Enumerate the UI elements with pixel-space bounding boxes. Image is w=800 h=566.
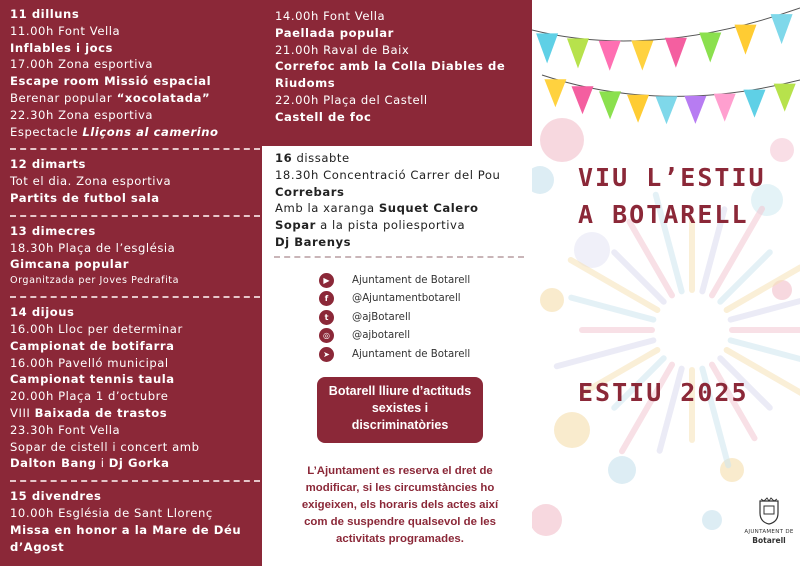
line-text: 16.00h Pavelló municipal bbox=[10, 355, 169, 370]
separator bbox=[274, 256, 524, 258]
dashed-separator bbox=[10, 480, 260, 482]
bunting-flag bbox=[599, 91, 621, 119]
bunting-string bbox=[532, 8, 800, 41]
bunting-flag bbox=[684, 96, 706, 124]
line-text: Riudoms bbox=[275, 76, 336, 91]
mid-program-top bbox=[262, 0, 532, 146]
logo-town: Botarell bbox=[752, 536, 786, 545]
line-text: 21.00h Raval de Baix bbox=[275, 42, 410, 57]
note-line: L’Ajuntament es reserva el dret de bbox=[307, 465, 493, 477]
confetti-dot bbox=[702, 510, 722, 530]
note-line: activitats programades. bbox=[336, 533, 464, 545]
bunting-flag bbox=[536, 33, 558, 63]
badge-line: sexistes i bbox=[371, 400, 429, 415]
social-handle: Ajuntament de Botarell bbox=[352, 348, 471, 360]
day-heading: 15 divendres bbox=[10, 489, 102, 504]
line-text: Tot el dia. Zona esportiva bbox=[10, 174, 172, 189]
program-line bbox=[275, 184, 500, 201]
line-text: 17.00h Zona esportiva bbox=[10, 57, 154, 72]
bunting-flag bbox=[544, 79, 566, 107]
program-line bbox=[275, 42, 520, 59]
program-line bbox=[10, 40, 252, 57]
program-line bbox=[10, 539, 252, 556]
badge-line: discriminatòries bbox=[351, 417, 449, 432]
line-text: Partits de futbol sala bbox=[10, 190, 160, 205]
social-links bbox=[319, 271, 470, 364]
program-line bbox=[10, 505, 252, 522]
program-line bbox=[275, 8, 520, 25]
line-text: Sopar bbox=[275, 218, 316, 233]
line-text: Amb la xaranga bbox=[275, 201, 379, 216]
line-text: 18.30h Plaça de l’església bbox=[10, 240, 176, 255]
program-line bbox=[10, 240, 252, 257]
bunting-flag bbox=[599, 41, 621, 71]
program-line bbox=[275, 234, 500, 251]
social-link-1[interactable] bbox=[319, 290, 470, 309]
note-line: modificar, si les circumstàncies ho bbox=[305, 482, 495, 494]
line-text: Campionat tennis taula bbox=[10, 372, 175, 387]
confetti-dot bbox=[554, 412, 590, 448]
line-highlight: Lliçons al camerino bbox=[82, 124, 219, 139]
line-text: Gimcana popular bbox=[10, 257, 129, 272]
program-line bbox=[275, 167, 500, 184]
day-heading: 12 dimarts bbox=[10, 157, 87, 172]
festive-decoration bbox=[532, 0, 800, 566]
program-line bbox=[10, 321, 252, 338]
confetti-dot bbox=[532, 504, 562, 536]
bunting-flag bbox=[567, 38, 589, 68]
confetti-dot bbox=[720, 458, 744, 482]
note-line: com de suspendre qualsevol de les bbox=[304, 516, 496, 528]
bunting-flag bbox=[665, 38, 687, 68]
line-text: Inflables i jocs bbox=[10, 40, 114, 55]
youtube-icon: ▶ bbox=[319, 273, 334, 288]
twitter-icon: t bbox=[319, 310, 334, 325]
cover-subtitle: ESTIU 2025 bbox=[578, 378, 749, 407]
mid-info-panel bbox=[262, 146, 532, 566]
bunting-flag bbox=[734, 25, 756, 55]
badge-line: Botarell lliure d’actituds bbox=[328, 384, 472, 398]
social-link-2[interactable] bbox=[319, 308, 470, 327]
line-text: 10.00h Església de Sant Llorenç bbox=[10, 505, 213, 520]
telegram-icon: ➤ bbox=[319, 347, 334, 362]
program-line bbox=[10, 388, 252, 405]
line-text: Correfoc amb la Colla Diables de bbox=[275, 59, 506, 74]
cover-title-line-2: A BOTARELL bbox=[578, 200, 749, 229]
line-text: 18.30h Concentració Carrer del Pou bbox=[275, 167, 501, 182]
line-text: 23.30h Font Vella bbox=[10, 422, 121, 437]
line-text: 22.00h Plaça del Castell bbox=[275, 92, 428, 107]
cover-title-line-1: VIU L’ESTIU bbox=[578, 163, 766, 192]
line-highlight: Baixada de trastos bbox=[34, 405, 168, 420]
day-heading: 11 dilluns bbox=[10, 7, 80, 21]
line-text: Escape room Missió espacial bbox=[10, 74, 212, 89]
social-link-0[interactable] bbox=[319, 271, 470, 290]
bunting-flag bbox=[699, 32, 721, 62]
line-text: 20.00h Plaça 1 d’octubre bbox=[10, 389, 169, 404]
bunting-flag bbox=[627, 95, 649, 123]
confetti-dot bbox=[540, 288, 564, 312]
program-line bbox=[10, 338, 252, 355]
instagram-icon: ◎ bbox=[319, 328, 334, 343]
social-link-4[interactable] bbox=[319, 345, 470, 364]
line-text: Organitzada per Joves Pedrafita bbox=[10, 275, 180, 287]
day-heading bbox=[275, 150, 500, 167]
confetti-dot bbox=[532, 166, 554, 194]
program-line bbox=[10, 371, 252, 388]
program-line bbox=[10, 455, 252, 472]
town-logo bbox=[742, 497, 796, 545]
facebook-icon: f bbox=[319, 291, 334, 306]
program-line bbox=[10, 90, 252, 107]
line-text: 22.30h Zona esportiva bbox=[10, 107, 154, 122]
program-line bbox=[275, 25, 520, 42]
left-program-column bbox=[0, 0, 262, 566]
bunting-flag bbox=[656, 96, 678, 124]
line-text: Missa en honor a la Mare de Déu bbox=[10, 522, 242, 537]
line-connector: a la pista poliesportiva bbox=[315, 218, 466, 233]
firework-ray bbox=[720, 252, 769, 301]
program-line bbox=[10, 173, 252, 190]
line-highlight: Dj Gorka bbox=[108, 456, 170, 471]
social-handle: @ajBotarell bbox=[352, 311, 411, 323]
social-handle: Ajuntament de Botarell bbox=[352, 274, 471, 286]
program-line bbox=[275, 200, 500, 217]
program-line bbox=[10, 73, 252, 90]
confetti-dot bbox=[770, 138, 794, 162]
bunting-flag bbox=[774, 84, 796, 112]
program-line bbox=[10, 405, 252, 422]
program-line bbox=[10, 439, 252, 456]
dashed-separator bbox=[10, 296, 260, 298]
program-line bbox=[10, 107, 252, 124]
dashed-separator bbox=[10, 215, 260, 217]
program-line bbox=[10, 124, 252, 141]
program-line bbox=[10, 23, 252, 40]
program-line bbox=[275, 217, 500, 234]
line-connector: i bbox=[96, 456, 109, 471]
day-name: dissabte bbox=[292, 151, 350, 165]
social-link-3[interactable] bbox=[319, 327, 470, 346]
line-text: Berenar popular bbox=[10, 90, 113, 105]
bunting-flag bbox=[744, 90, 766, 118]
note-line: exigeixen, els horaris dels actes així bbox=[301, 499, 499, 511]
program-line bbox=[10, 190, 252, 207]
logo-caption: AJUNTAMENT DE bbox=[744, 529, 794, 535]
saturday-schedule bbox=[275, 150, 500, 251]
line-text: Campionat de botifarra bbox=[10, 338, 175, 353]
dashed-separator bbox=[10, 148, 260, 150]
cover-panel bbox=[532, 0, 800, 566]
bunting-flag bbox=[572, 86, 594, 114]
line-text: Sopar de cistell i concert amb bbox=[10, 439, 200, 454]
day-number: 16 bbox=[275, 151, 293, 165]
anti-sexism-badge bbox=[317, 377, 483, 443]
program-line bbox=[275, 58, 520, 75]
program-line bbox=[10, 56, 252, 73]
line-text: Correbars bbox=[275, 184, 345, 199]
line-text: VIII bbox=[10, 405, 35, 420]
program-line bbox=[10, 256, 252, 273]
line-text: 16.00h Lloc per determinar bbox=[10, 321, 183, 336]
program-line bbox=[275, 109, 520, 126]
social-handle: @ajbotarell bbox=[352, 330, 411, 342]
line-text: Castell de foc bbox=[275, 109, 372, 124]
confetti-dot bbox=[540, 118, 584, 162]
firework-ray bbox=[731, 294, 800, 320]
line-highlight: “xocolatada” bbox=[112, 90, 211, 105]
line-text: d’Agost bbox=[10, 539, 65, 554]
program-line bbox=[10, 355, 252, 372]
disclaimer-note bbox=[290, 463, 510, 548]
bunting-flag bbox=[714, 94, 736, 122]
firework-ray bbox=[614, 252, 663, 301]
bunting-flag bbox=[771, 14, 793, 44]
program-line bbox=[10, 273, 252, 288]
coat-of-arms-icon bbox=[758, 497, 780, 525]
line-text: Dj Barenys bbox=[275, 234, 352, 249]
bunting-flag bbox=[631, 41, 653, 71]
line-text: 14.00h Font Vella bbox=[275, 9, 386, 23]
confetti-dot bbox=[608, 456, 636, 484]
line-text: Espectacle bbox=[10, 124, 83, 139]
program-line bbox=[275, 92, 520, 109]
day-heading: 14 dijous bbox=[10, 305, 75, 320]
line-highlight: Suquet Calero bbox=[378, 201, 479, 216]
social-handle: @Ajuntamentbotarell bbox=[352, 293, 461, 305]
day-heading: 13 dimecres bbox=[10, 223, 96, 238]
line-text: Paellada popular bbox=[275, 25, 394, 40]
program-line bbox=[10, 522, 252, 539]
line-text: Dalton Bang bbox=[10, 456, 97, 471]
line-text: 11.00h Font Vella bbox=[10, 23, 121, 38]
program-line bbox=[10, 422, 252, 439]
program-line bbox=[275, 75, 520, 92]
